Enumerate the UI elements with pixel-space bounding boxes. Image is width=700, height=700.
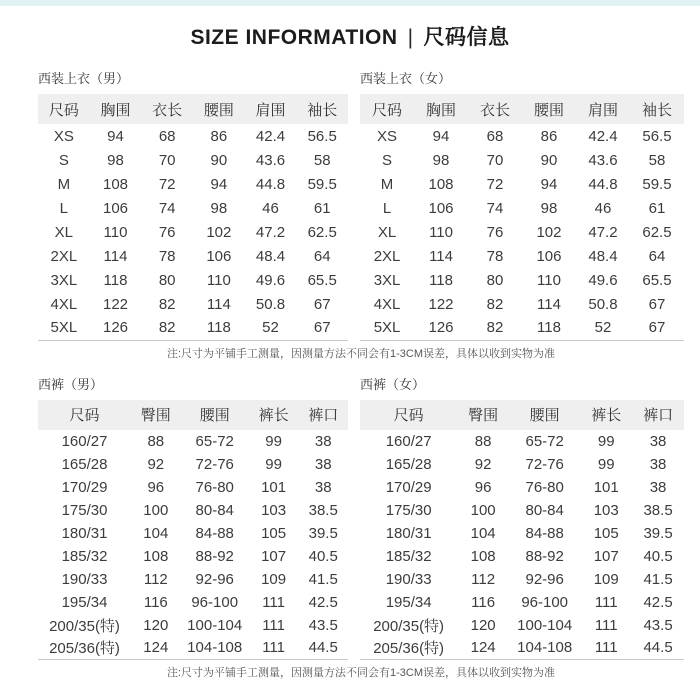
pants-men-title: 西裤（男） [38, 376, 104, 392]
table-row [360, 591, 684, 614]
table-cell: 108 [143, 547, 169, 565]
table-cell: 67 [313, 295, 331, 313]
table-cell: 65-72 [195, 432, 234, 450]
table-row [360, 148, 684, 172]
table-cell: 82 [158, 295, 176, 313]
column-header: 裤长 [591, 407, 622, 424]
column-header: 尺码 [69, 407, 100, 424]
pants-women-table [360, 400, 684, 661]
table-cell: XS [53, 127, 74, 145]
table-cell: 68 [486, 127, 504, 145]
table-cell: 106 [428, 199, 454, 217]
table-cell: 160/27 [61, 432, 108, 450]
table-cell: XL [54, 223, 74, 241]
table-cell: 98 [210, 199, 228, 217]
table-cell: 122 [102, 295, 129, 313]
pants-men-table [38, 400, 348, 661]
table-cell: 111 [262, 616, 286, 634]
table-row [38, 292, 348, 316]
table-cell: 114 [103, 247, 128, 265]
table-cell: 94 [540, 175, 558, 193]
table-cell: 64 [648, 247, 666, 265]
table-cell: 40.5 [308, 547, 338, 565]
table-cell: 170/29 [385, 478, 432, 496]
table-cell: 3XL [373, 271, 401, 289]
table-cell: 76 [158, 223, 176, 241]
table-cell: 104 [470, 524, 496, 542]
table-cell: 114 [206, 295, 231, 313]
table-cell: 59.5 [307, 175, 337, 193]
table-cell: 62.5 [642, 223, 672, 241]
table-cell: 61 [648, 199, 666, 217]
table-cell: 185/32 [385, 547, 432, 565]
header-row [360, 400, 684, 430]
table-cell: 84-88 [195, 524, 234, 542]
table-cell: 52 [594, 319, 612, 337]
table-cell: 111 [594, 593, 618, 611]
table-cell: 38 [649, 432, 667, 450]
table-row [38, 148, 348, 172]
table-cell: 80 [158, 271, 176, 289]
table-cell: 114 [429, 247, 453, 265]
table-cell: 43.5 [643, 616, 673, 634]
table-cell: 86 [210, 127, 228, 145]
table-cell: 47.2 [255, 223, 286, 241]
table-cell: 108 [102, 175, 129, 193]
table-row [360, 453, 684, 476]
table-cell: 99 [265, 432, 282, 450]
table-cell: 205/36(特) [373, 640, 445, 658]
pants-measure-note: 注:尺寸为平铺手工测量，因测量方法不同会有1-3CM误差，具体以收到实物为准 [166, 667, 556, 679]
table-cell: 88 [147, 432, 165, 450]
table-row [38, 172, 348, 196]
table-cell: 74 [486, 199, 504, 217]
table-row [360, 499, 684, 522]
column-header: 衣长 [152, 101, 183, 119]
accent-strip [0, 0, 700, 6]
column-header: 尺码 [372, 101, 403, 119]
table-row [38, 591, 348, 614]
table-row [360, 124, 684, 148]
table-cell: 56.5 [642, 127, 672, 145]
table-cell: 111 [262, 639, 286, 657]
table-cell: 38 [314, 455, 332, 473]
table-cell: 82 [486, 295, 504, 313]
table-cell: 92 [147, 455, 165, 473]
table-cell: 92-96 [525, 570, 564, 588]
pants-women-section [360, 374, 684, 661]
table-cell: 110 [206, 271, 231, 289]
table-cell: 98 [107, 151, 124, 169]
table-cell: 90 [540, 151, 558, 169]
table-cell: 160/27 [385, 432, 432, 450]
table-cell: 84-88 [525, 524, 564, 542]
table-cell: 107 [261, 547, 287, 565]
column-header: 胸围 [100, 101, 131, 119]
jacket-tables-row [38, 68, 684, 341]
table-cell: 39.5 [643, 524, 673, 542]
table-cell: 94 [432, 127, 450, 145]
table-cell: M [380, 175, 394, 193]
table-cell: 4XL [373, 295, 401, 313]
table-cell: 116 [143, 593, 168, 611]
table-row [38, 637, 348, 660]
table-cell: 126 [428, 319, 454, 337]
table-cell: 120 [470, 616, 496, 634]
column-header: 臀围 [140, 407, 171, 424]
page-title-zh: 尺码信息 [423, 26, 510, 49]
table-cell: 100 [470, 501, 496, 519]
table-cell: 47.2 [588, 223, 618, 241]
table-row [38, 430, 348, 453]
table-cell: 190/33 [61, 570, 108, 588]
table-cell: 38 [649, 455, 667, 473]
table-cell: 124 [470, 639, 496, 657]
table-cell: 111 [594, 639, 618, 657]
table-row [360, 244, 684, 268]
column-header: 腰围 [533, 101, 564, 119]
table-cell: 70 [158, 151, 176, 169]
table-cell: 44.8 [255, 175, 286, 193]
table-cell: 72 [486, 175, 504, 193]
table-cell: 110 [103, 223, 128, 241]
table-cell: 107 [593, 547, 619, 565]
table-cell: 43.6 [255, 151, 286, 169]
jacket-men-title: 西装上衣（男） [38, 71, 130, 86]
table-row [360, 268, 684, 292]
table-cell: 111 [594, 616, 618, 634]
table-cell: 62.5 [307, 223, 337, 241]
table-cell: 101 [593, 478, 619, 496]
table-cell: 118 [206, 319, 231, 337]
table-cell: 109 [261, 570, 287, 588]
pants-tables-row [38, 374, 684, 661]
table-cell: 78 [158, 247, 176, 265]
table-cell: 46 [262, 199, 279, 217]
table-row [38, 268, 348, 292]
column-header: 尺码 [48, 101, 79, 119]
table-cell: 5XL [50, 319, 78, 337]
table-cell: 46 [594, 199, 612, 217]
table-row [38, 453, 348, 476]
jacket-women-table [360, 94, 684, 341]
table-cell: 86 [540, 127, 558, 145]
table-cell: 118 [537, 319, 561, 337]
table-cell: 110 [537, 271, 561, 289]
table-cell: 94 [107, 127, 124, 145]
table-cell: L [59, 199, 68, 217]
table-cell: 200/35(特) [373, 617, 445, 635]
column-header: 肩围 [587, 101, 618, 119]
table-cell: 106 [102, 199, 129, 217]
table-cell: 190/33 [385, 570, 432, 588]
jacket-women-title: 西装上衣（女） [360, 71, 452, 86]
table-cell: 42.4 [588, 127, 618, 145]
table-cell: 4XL [50, 295, 78, 313]
page-title-en: SIZE INFORMATION [190, 26, 398, 49]
table-cell: 205/36(特) [49, 640, 120, 658]
table-cell: 106 [206, 247, 232, 265]
table-cell: XS [377, 127, 398, 145]
table-cell: 99 [597, 455, 615, 473]
table-row [360, 522, 684, 545]
jackets-measure-note: 注:尺寸为平铺手工测量，因测量方法不同会有1-3CM误差，具体以收到实物为准 [166, 347, 556, 360]
column-header: 裤口 [308, 407, 339, 424]
table-cell: 126 [102, 319, 129, 337]
table-cell: 50.8 [588, 295, 618, 313]
table-row [38, 522, 348, 545]
table-cell: 64 [313, 247, 331, 265]
table-cell: 200/35(特) [49, 617, 120, 635]
table-cell: 88 [474, 432, 492, 450]
table-cell: 41.5 [643, 570, 673, 588]
table-row [38, 499, 348, 522]
table-cell: 65.5 [307, 271, 337, 289]
table-cell: 98 [540, 199, 558, 217]
content-area [0, 68, 700, 680]
table-cell: S [58, 151, 69, 169]
table-cell: 108 [470, 547, 496, 565]
table-cell: 110 [429, 223, 453, 241]
table-cell: 88-92 [195, 547, 234, 565]
table-row [38, 568, 348, 591]
table-row [38, 614, 348, 637]
table-cell: 104-108 [187, 639, 243, 657]
table-cell: 92-96 [195, 570, 234, 588]
table-cell: 74 [158, 199, 176, 217]
table-row [360, 614, 684, 637]
column-header: 裤口 [643, 407, 674, 424]
table-cell: 165/28 [385, 455, 432, 473]
table-cell: 67 [648, 319, 666, 337]
table-cell: 72-76 [525, 455, 564, 473]
table-cell: 5XL [373, 319, 401, 337]
table-cell: 42.5 [643, 593, 673, 611]
table-cell: 52 [262, 319, 279, 337]
table-cell: 80 [486, 271, 504, 289]
table-cell: 100-104 [517, 616, 573, 634]
table-cell: 44.5 [643, 639, 673, 657]
table-cell: 61 [313, 199, 331, 217]
table-cell: 105 [261, 524, 287, 542]
table-row [360, 430, 684, 453]
table-row [360, 476, 684, 499]
table-cell: 106 [536, 247, 562, 265]
header-row [38, 400, 348, 430]
table-cell: 80-84 [195, 501, 234, 519]
table-cell: 42.5 [308, 593, 338, 611]
table-cell: 103 [593, 501, 619, 519]
table-cell: 72-76 [195, 455, 234, 473]
table-cell: 58 [648, 151, 666, 169]
table-cell: 99 [265, 455, 282, 473]
table-cell: 76-80 [195, 478, 234, 496]
header-row [360, 94, 684, 124]
table-cell: 94 [210, 175, 228, 193]
table-row [360, 568, 684, 591]
table-cell: 116 [471, 593, 496, 611]
column-header: 裤长 [258, 407, 289, 424]
table-row [38, 196, 348, 220]
table-cell: 2XL [373, 247, 401, 265]
table-cell: 180/31 [385, 524, 432, 542]
table-cell: 118 [103, 271, 128, 289]
column-header: 臀围 [468, 407, 499, 424]
table-cell: 49.6 [255, 271, 286, 289]
column-header: 胸围 [426, 101, 457, 119]
table-cell: 92 [474, 455, 492, 473]
table-cell: 3XL [50, 271, 78, 289]
table-cell: 109 [593, 570, 619, 588]
table-row [38, 124, 348, 148]
table-cell: 76-80 [525, 478, 564, 496]
table-cell: 67 [313, 319, 331, 337]
table-row [360, 196, 684, 220]
table-cell: 56.5 [307, 127, 337, 145]
table-cell: 40.5 [643, 547, 673, 565]
table-cell: 76 [486, 223, 504, 241]
pants-women-title: 西裤（女） [360, 376, 426, 392]
table-cell: 58 [313, 151, 331, 169]
table-cell: 39.5 [308, 524, 338, 542]
table-cell: 105 [593, 524, 619, 542]
table-cell: 82 [486, 319, 504, 337]
table-cell: 41.5 [308, 570, 338, 588]
table-cell: 38 [649, 478, 667, 496]
column-header: 腰围 [203, 101, 234, 119]
table-cell: 38.5 [308, 501, 338, 519]
table-cell: 102 [536, 223, 562, 241]
table-cell: 112 [471, 570, 496, 588]
table-cell: 100 [143, 501, 169, 519]
table-row [360, 545, 684, 568]
table-cell: 102 [206, 223, 232, 241]
table-cell: 112 [143, 570, 168, 588]
table-row [360, 637, 684, 660]
table-cell: 170/29 [61, 478, 108, 496]
table-cell: 65.5 [642, 271, 672, 289]
table-cell: 59.5 [642, 175, 672, 193]
column-header: 腰围 [199, 407, 230, 424]
table-cell: 72 [158, 175, 176, 193]
table-cell: 68 [158, 127, 176, 145]
table-cell: 122 [428, 295, 454, 313]
table-row [360, 316, 684, 340]
column-header: 衣长 [480, 101, 511, 119]
table-row [38, 545, 348, 568]
title-divider: | [407, 26, 414, 49]
table-cell: 195/34 [61, 593, 108, 611]
table-cell: 48.4 [588, 247, 618, 265]
table-cell: 104-108 [517, 639, 573, 657]
table-cell: 118 [429, 271, 453, 289]
table-cell: 49.6 [588, 271, 618, 289]
table-cell: 88-92 [525, 547, 564, 565]
table-cell: 38 [314, 478, 332, 496]
table-cell: 50.8 [255, 295, 286, 313]
table-cell: 99 [597, 432, 615, 450]
table-cell: 44.5 [308, 639, 338, 657]
table-cell: 67 [648, 295, 666, 313]
table-cell: 195/34 [385, 593, 432, 611]
table-cell: M [57, 175, 71, 193]
pants-men-section [38, 374, 348, 661]
table-cell: 185/32 [61, 547, 108, 565]
table-row [360, 292, 684, 316]
table-cell: 104 [143, 524, 169, 542]
table-cell: 42.4 [255, 127, 286, 145]
jacket-men-table [38, 94, 348, 341]
table-cell: L [382, 199, 392, 217]
table-cell: 90 [210, 151, 228, 169]
table-cell: 78 [486, 247, 504, 265]
header-row [38, 94, 348, 124]
table-cell: 175/30 [385, 501, 432, 519]
table-cell: 2XL [50, 247, 78, 265]
table-cell: 98 [432, 151, 450, 169]
table-cell: 175/30 [61, 501, 108, 519]
table-cell: 96 [474, 478, 492, 496]
table-cell: 48.4 [255, 247, 286, 265]
table-cell: 180/31 [61, 524, 108, 542]
column-header: 尺码 [393, 407, 424, 424]
table-cell: 96-100 [191, 593, 239, 611]
table-cell: 120 [143, 616, 169, 634]
table-cell: 70 [486, 151, 504, 169]
jacket-women-section [360, 68, 684, 341]
column-header: 袖长 [307, 101, 338, 119]
table-cell: 65-72 [525, 432, 564, 450]
table-cell: 165/28 [61, 455, 108, 473]
page-title [0, 21, 700, 51]
column-header: 腰围 [529, 407, 560, 424]
table-cell: 101 [261, 478, 287, 496]
table-cell: 38.5 [643, 501, 673, 519]
table-cell: 38 [314, 432, 332, 450]
table-row [360, 172, 684, 196]
table-cell: 124 [143, 639, 169, 657]
table-row [38, 220, 348, 244]
table-cell: 96 [147, 478, 165, 496]
table-cell: 80-84 [525, 501, 564, 519]
column-header: 肩围 [255, 101, 286, 119]
table-row [38, 316, 348, 340]
table-cell: 111 [262, 593, 286, 611]
table-cell: 82 [158, 319, 176, 337]
table-cell: 108 [428, 175, 454, 193]
table-row [38, 476, 348, 499]
table-cell: 114 [537, 295, 561, 313]
jacket-men-section [38, 68, 348, 341]
table-cell: XL [377, 223, 397, 241]
table-cell: 44.8 [588, 175, 618, 193]
table-row [360, 220, 684, 244]
table-cell: 100-104 [187, 616, 243, 634]
column-header: 袖长 [641, 101, 672, 119]
table-row [38, 244, 348, 268]
table-cell: 96-100 [521, 593, 569, 611]
table-cell: 43.5 [308, 616, 338, 634]
table-cell: S [382, 151, 393, 169]
table-cell: 43.6 [588, 151, 618, 169]
table-cell: 103 [261, 501, 287, 519]
